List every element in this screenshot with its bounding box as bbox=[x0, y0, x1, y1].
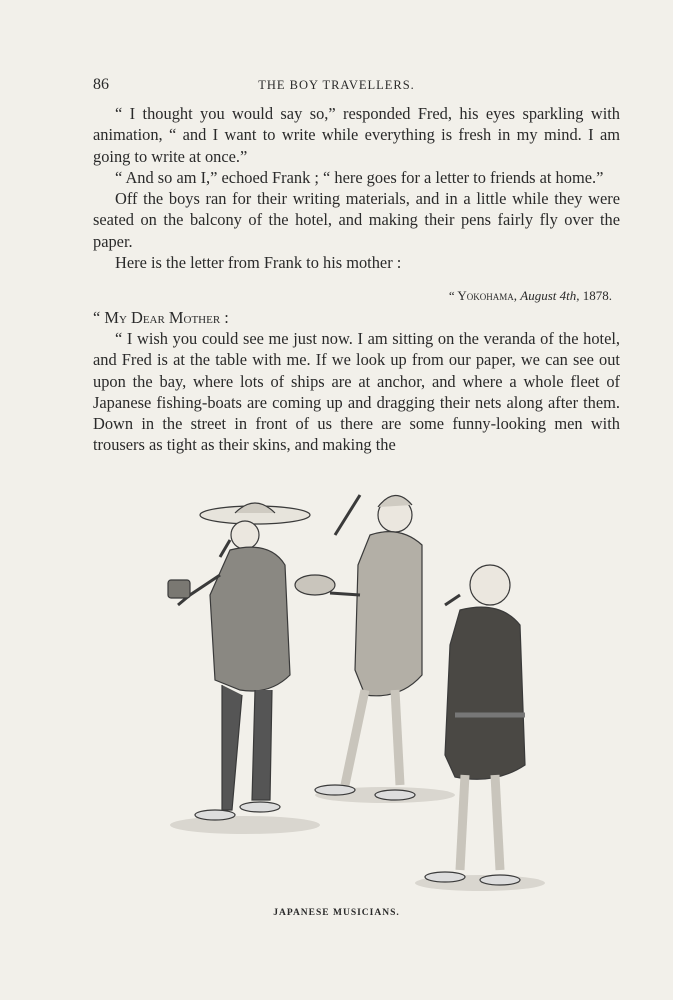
dateline-year: 1878. bbox=[579, 288, 612, 304]
dateline-place: “ Yokohama, bbox=[448, 288, 521, 304]
letter-dateline bbox=[93, 285, 620, 306]
running-title: THE BOY TRAVELLERS. bbox=[258, 78, 415, 92]
body-text bbox=[93, 103, 620, 456]
paragraph-3: Off the boys ran for their writing materials, and in a little while they were seated on the balcony of the hotel, and making their pens fairly fly over the paper. bbox=[93, 189, 620, 251]
illustration-caption: JAPANESE MUSICIANS. bbox=[273, 908, 400, 918]
paragraph-2: “ And so am I,” echoed Frank ; “ here goes for a letter to friends at home.” bbox=[115, 167, 604, 187]
letter-salutation: “ My Dear Mother : bbox=[93, 307, 229, 327]
page-header bbox=[0, 76, 673, 96]
musicians-illustration bbox=[160, 485, 560, 905]
paragraph-1: “ I thought you would say so,” responded Fred, his eyes sparkling with animation, “ and I want to write while everything is fresh in my mind. I am going to write at once.” bbox=[93, 104, 620, 166]
paragraph-4: Here is the letter from Frank to his mother : bbox=[115, 253, 402, 273]
dateline-date: August 4th, bbox=[520, 288, 580, 304]
letter-paragraph: “ I wish you could see me just now. I am sitting on the veranda of the hotel, and Fred is at the table with me. If we look up from our paper, we can see out upon the bay, where lots of ships are at anchor, and where a whole fleet of Japanese fishing-boats are coming up and dragging their nets along after them. Down in the street in front of us there are some funny-looking men with trousers as tight as their skins, and making the bbox=[93, 328, 620, 455]
page-number: 86 bbox=[93, 76, 109, 93]
